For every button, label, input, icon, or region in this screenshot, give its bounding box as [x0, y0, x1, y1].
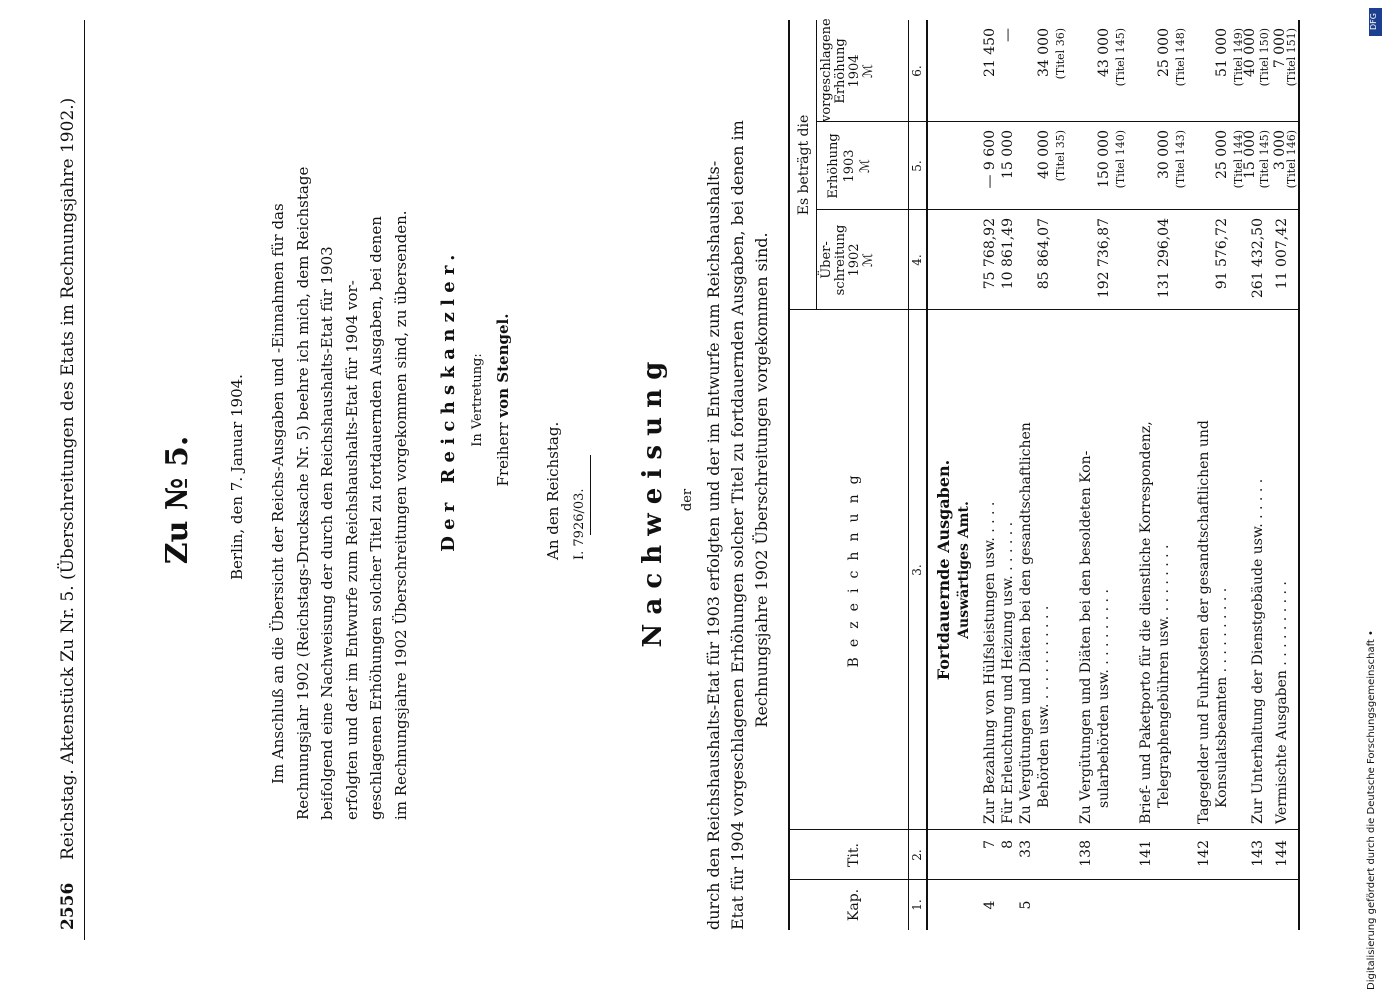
- row-tit: 141: [1138, 840, 1154, 867]
- header-col6: [820, 20, 876, 122]
- running-title: Reichstag. Aktenstück Zu Nr. 5. (Überschreitungen des Etats im Rechnungsjahre 1902.): [58, 97, 78, 860]
- separator-rule: [590, 455, 591, 535]
- document-title: Zu № 5.: [160, 435, 195, 565]
- col-divider-2: [788, 829, 1298, 830]
- row-description: Brief- und Paketporto für die dienstliche Korrespondenz,: [1138, 421, 1154, 824]
- row-description-cont: Behörden usw. . . . . . . . . . . .: [1036, 605, 1052, 808]
- letter-line: Im Anschluß an die Übersicht der Reichs-Ausgaben und -Einnahmen für das: [269, 203, 287, 784]
- row-description: Zu Vergütungen und Diäten bei den gesandtschaftlichen: [1018, 422, 1034, 824]
- row-titel-note-1903: (Titel 140): [1114, 130, 1127, 189]
- row-tit: 8: [1000, 840, 1016, 849]
- row-erhoehung-1904: —: [1000, 28, 1016, 42]
- row-erhoehung-1903: 30 000: [1156, 130, 1172, 179]
- header-col4-line: 1902: [847, 243, 862, 277]
- row-ueberschreitung-1902: 75 768,92: [982, 218, 998, 290]
- signer-name: [494, 100, 512, 700]
- row-erhoehung-1903: 15 000: [1000, 130, 1016, 179]
- row-titel-note-1903: (Titel 35): [1054, 130, 1067, 182]
- nachweisung-title: Nachweisung: [638, 352, 668, 648]
- credit-text: Digitalisierung gefördert durch die Deutsche Forschungsgemeinschaft •: [1366, 630, 1377, 990]
- row-kap: 4: [982, 900, 998, 910]
- row-tit: 142: [1196, 840, 1212, 867]
- signer-surname: von Stengel.: [494, 313, 512, 418]
- letter-line: im Rechnungsjahre 1902 Überschreitungen vorgekommen sind, zu übersenden.: [391, 210, 410, 820]
- row-titel-note-1903: (Titel 145): [1258, 130, 1271, 189]
- header-col5-unit: ℳ: [858, 159, 873, 173]
- header-col6-unit: ℳ: [861, 64, 876, 78]
- row-description: Zu Vergütungen und Diäten bei den besoldeten Kon-: [1078, 450, 1094, 824]
- letter-paragraph: [266, 166, 413, 820]
- row-description: Für Erleuchtung und Heizung usw. . . . . . .: [1000, 521, 1016, 824]
- header-col6-line: vorgeschlagene: [819, 18, 834, 122]
- row-erhoehung-1904: 34 000: [1036, 28, 1052, 77]
- colnum-5: 5.: [910, 160, 924, 172]
- row-titel-note-1903: (Titel 143): [1174, 130, 1187, 189]
- row-titel-note-1904: (Titel 148): [1174, 28, 1187, 87]
- header-bottom-rule: [926, 20, 928, 930]
- header-col5: [826, 122, 874, 210]
- reference-number: I. 7926/03.: [572, 488, 587, 560]
- row-description: Zur Bezahlung von Hülfsleistungen usw. . . . .: [982, 501, 998, 824]
- row-ueberschreitung-1902: 10 861,49: [1000, 218, 1016, 290]
- header-col6-line: 1904: [847, 54, 862, 88]
- addressee: An den Reichstag.: [544, 421, 562, 560]
- row-erhoehung-1904: 21 450: [982, 28, 998, 77]
- row-erhoehung-1903: 3 000: [1272, 130, 1288, 171]
- digitization-credit: [1366, 0, 1383, 1000]
- header-col4-line: schreitung: [833, 224, 848, 296]
- row-titel-note-1904: (Titel 145): [1114, 28, 1127, 87]
- header-es-betraegt: Es beträgt die: [796, 114, 812, 216]
- row-ueberschreitung-1902: 131 296,04: [1156, 218, 1172, 299]
- header-rule: [84, 20, 85, 940]
- section-heading: Fortdauernde Ausgaben.: [934, 459, 953, 681]
- row-erhoehung-1904: 40 000: [1242, 28, 1258, 77]
- letter-line: beifolgend eine Nachweisung der durch den Reichshaushalts-Etat für 1903: [318, 246, 336, 820]
- row-titel-note-1904: (Titel 150): [1258, 28, 1271, 87]
- row-tit: 7: [982, 840, 998, 849]
- row-description-cont: sularbehörden usw. . . . . . . . . .: [1096, 589, 1112, 808]
- row-tit: 138: [1078, 840, 1094, 867]
- row-titel-note-1903: (Titel 146): [1285, 130, 1298, 189]
- row-erhoehung-1904: 7 000: [1272, 28, 1288, 69]
- letter-line: Rechnungsjahr 1902 (Reichstags-Drucksache Nr. 5) beehre ich mich, dem Reichstage: [293, 166, 312, 820]
- group-header-rule: [816, 20, 817, 310]
- row-titel-note-1904: (Titel 36): [1054, 28, 1067, 80]
- nachweisung-der: der: [680, 488, 695, 512]
- in-vertretung: In Vertretung:: [470, 353, 485, 447]
- colnum-1: 1.: [910, 899, 924, 911]
- subtitle-line: durch den Reichshaushalts-Etat für 1903 erfolgten und der im Entwurfe zum Reichshaushalts-: [704, 160, 723, 930]
- table-bottom-rule: [1298, 20, 1300, 930]
- header-tit: Tit.: [846, 843, 862, 867]
- signer-title: Der Reichskanzler.: [438, 248, 459, 552]
- row-erhoehung-1904: 25 000: [1156, 28, 1172, 77]
- row-erhoehung-1903: 40 000: [1036, 130, 1052, 179]
- letter-line: erfolgten und der im Entwurfe zum Reichshaushalts-Etat für 1904 vor-: [342, 280, 361, 820]
- header-kap: Kap.: [846, 888, 862, 922]
- col-divider-1: [788, 879, 1298, 880]
- page-number: 2556: [58, 882, 78, 930]
- row-erhoehung-1903: — 9 600: [982, 130, 998, 189]
- row-kap: 5: [1018, 900, 1034, 910]
- dfg-logo: DFG: [1369, 8, 1382, 36]
- row-ueberschreitung-1902: 85 864,07: [1036, 218, 1052, 290]
- row-erhoehung-1903: 25 000: [1214, 130, 1230, 179]
- header-col5-line: 1903: [842, 149, 857, 183]
- row-tit: 33: [1018, 840, 1034, 858]
- row-erhoehung-1904: 51 000: [1214, 28, 1230, 77]
- colnum-2: 2.: [910, 849, 924, 861]
- colnum-6: 6.: [910, 65, 924, 77]
- row-ueberschreitung-1902: 192 736,87: [1096, 218, 1112, 299]
- row-tit: 144: [1274, 840, 1290, 867]
- row-description: Vermischte Ausgaben . . . . . . . . . .: [1274, 581, 1290, 824]
- row-erhoehung-1903: 150 000: [1096, 130, 1112, 188]
- table-top-rule: [788, 20, 790, 930]
- colnum-3: 3.: [910, 564, 924, 576]
- row-description: Tagegelder und Fuhrkosten der gesandtschaftlichen und: [1196, 420, 1212, 824]
- subtitle-line: Rechnungsjahre 1902 Überschreitungen vorgekommen sind.: [752, 232, 771, 728]
- row-titel-note-1903: (Titel 144): [1232, 130, 1245, 189]
- place-date: Berlin, den 7. Januar 1904.: [228, 374, 246, 580]
- row-description-cont: Telegraphengebühren usw. . . . . . . . .: [1156, 544, 1172, 808]
- column-number-rule: [908, 20, 909, 930]
- header-col5-line: Erhöhung: [826, 133, 841, 199]
- overruns-table: [788, 20, 1308, 930]
- section-subheading: Auswärtiges Amt.: [956, 501, 972, 639]
- signer-name-prefix: Freiherr: [494, 417, 512, 487]
- subtitle-line: Etat für 1904 vorgeschlagenen Erhöhungen solcher Titel zu fortdauernden Ausgaben, bei denen im: [728, 120, 747, 930]
- row-titel-note-1904: (Titel 149): [1232, 28, 1245, 87]
- row-ueberschreitung-1902: 91 576,72: [1214, 218, 1230, 290]
- header-col4-unit: ℳ: [861, 253, 876, 267]
- row-titel-note-1904: (Titel 151): [1285, 28, 1298, 87]
- header-col4: [820, 210, 876, 310]
- nachweisung-subtitle: [702, 30, 774, 930]
- row-ueberschreitung-1902: 11 007,42: [1274, 218, 1290, 290]
- row-erhoehung-1904: 43 000: [1096, 28, 1112, 77]
- colnum-4: 4.: [910, 254, 924, 266]
- letter-line: geschlagenen Erhöhungen solcher Titel zu fortdauernden Ausgaben, bei denen: [367, 216, 385, 820]
- row-description-cont: Konsulatsbeamten . . . . . . . . . .: [1214, 587, 1230, 808]
- row-ueberschreitung-1902: 261 432,50: [1250, 218, 1266, 299]
- header-bezeichnung: B e z e i c h n u n g: [846, 472, 862, 668]
- header-col6-line: Erhöhung: [833, 38, 848, 104]
- row-erhoehung-1903: 15 000: [1242, 130, 1258, 179]
- row-description: Zur Unterhaltung der Dienstgebäude usw. . . . . .: [1250, 478, 1266, 824]
- header-col4-line: Über-: [819, 241, 834, 279]
- row-tit: 143: [1250, 840, 1266, 867]
